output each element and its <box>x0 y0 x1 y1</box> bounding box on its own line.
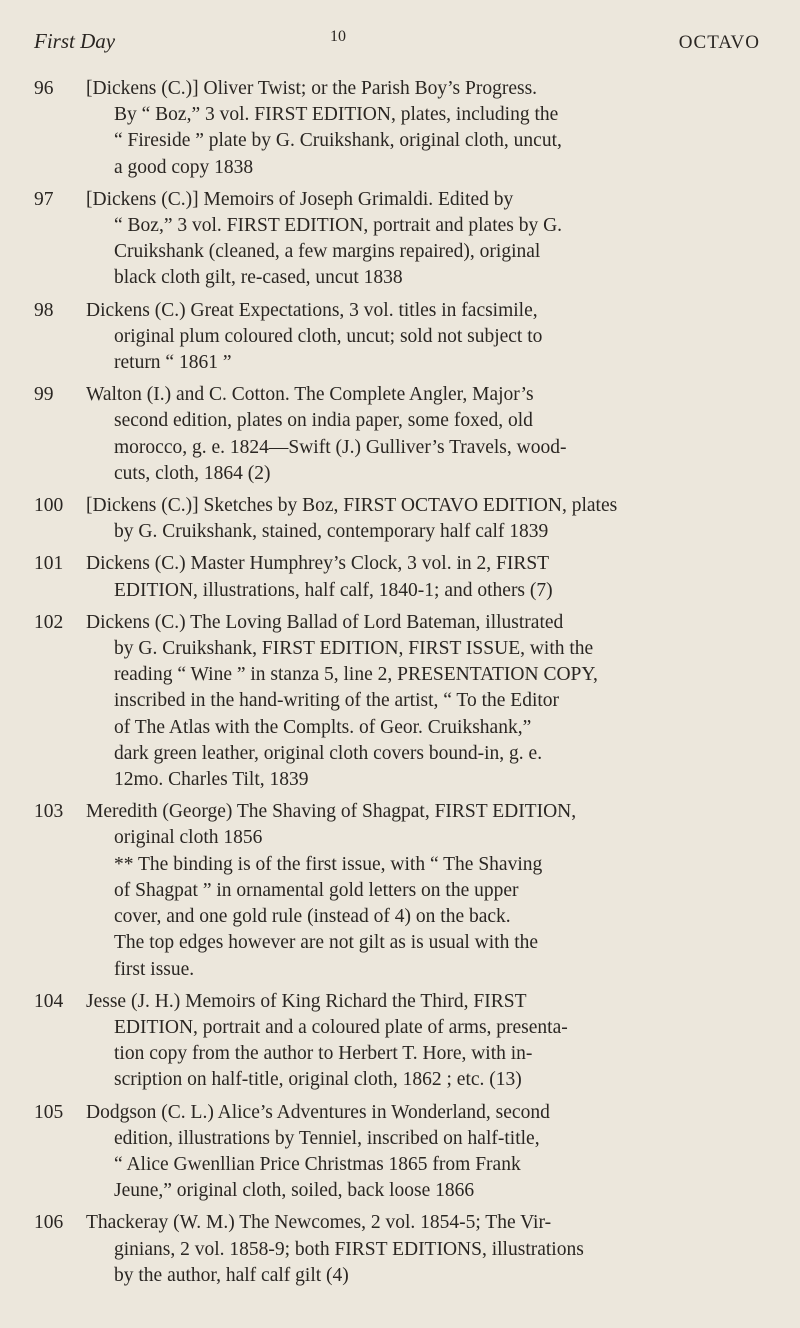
lot-description <box>86 1100 760 1205</box>
lot-number: 106 <box>34 1212 64 1234</box>
lot-description-line: Jeune,” original cloth, soiled, back loose 1866 <box>114 1180 475 1202</box>
lot-description-line: second edition, plates on india paper, some foxed, old <box>114 410 533 432</box>
lot-description-line: original cloth 1856 <box>114 827 263 849</box>
lot-entry <box>34 298 760 377</box>
lot-description-line: Walton (I.) and C. Cotton. The Complete Angler, Major’s <box>86 384 534 406</box>
lot-description-line: [Dickens (C.)] Oliver Twist; or the Parish Boy’s Progress. <box>86 78 538 99</box>
lot-description-line: Dickens (C.) Great Expectations, 3 vol. titles in facsimile, <box>86 299 538 321</box>
lot-description-line: Dodgson (C. L.) Alice’s Adventures in Wonderland, second <box>86 1101 550 1123</box>
lot-entry <box>34 799 760 982</box>
lot-description-line: tion copy from the author to Herbert T. Hore, with in- <box>114 1043 533 1065</box>
lot-description <box>86 610 760 793</box>
lot-description <box>86 989 760 1094</box>
lot-description <box>86 187 760 292</box>
lot-description-line: cover, and one gold rule (instead of 4) on the back. <box>114 906 511 928</box>
lot-description <box>86 493 760 545</box>
lot-description-line: Dickens (C.) Master Humphrey’s Clock, 3 vol. in 2, FIRST <box>86 553 550 575</box>
lot-description <box>86 382 760 487</box>
lot-entry <box>34 187 760 292</box>
lot-description <box>86 298 760 377</box>
page-number: 10 <box>330 28 346 45</box>
lot-number: 105 <box>34 1101 64 1123</box>
lot-entry <box>34 382 760 487</box>
lot-entry <box>34 989 760 1094</box>
lot-description <box>86 799 760 982</box>
lot-description-line: “ Fireside ” plate by G. Cruikshank, original cloth, uncut, <box>114 130 562 152</box>
running-head <box>34 28 760 56</box>
lot-entry <box>34 493 760 545</box>
lot-description-line: inscribed in the hand-writing of the artist, “ To the Editor <box>114 690 560 712</box>
lot-description-line: By “ Boz,” 3 vol. FIRST EDITION, plates, including the <box>114 104 559 126</box>
lot-list <box>34 76 760 1289</box>
lot-description-line: by G. Cruikshank, stained, contemporary half calf 1839 <box>114 521 549 543</box>
lot-description-line: first issue. <box>114 958 195 980</box>
lot-description-line: Jesse (J. H.) Memoirs of King Richard the Third, FIRST <box>86 990 527 1012</box>
lot-number: 96 <box>34 78 54 99</box>
lot-description-line: [Dickens (C.)] Memoirs of Joseph Grimaldi. Edited by <box>86 188 514 210</box>
lot-description-line: a good copy 1838 <box>114 156 254 178</box>
lot-description <box>86 551 760 603</box>
lot-number: 100 <box>34 495 64 517</box>
lot-number: 102 <box>34 611 64 633</box>
lot-description <box>86 1210 760 1289</box>
lot-description-line: 12mo. Charles Tilt, 1839 <box>114 769 309 791</box>
lot-description-line: ** The binding is of the first issue, with “ The Shaving <box>114 853 543 875</box>
lot-number: 99 <box>34 384 54 406</box>
lot-entry <box>34 1100 760 1205</box>
lot-entry <box>34 1210 760 1289</box>
lot-description-line: Thackeray (W. M.) The Newcomes, 2 vol. 1854-5; The Vir- <box>86 1212 552 1234</box>
lot-number: 104 <box>34 990 64 1012</box>
lot-description-line: [Dickens (C.)] Sketches by Boz, FIRST OCTAVO EDITION, plates <box>86 495 618 517</box>
lot-number: 98 <box>34 299 54 321</box>
lot-description-line: by G. Cruikshank, FIRST EDITION, FIRST ISSUE, with the <box>114 638 594 660</box>
lot-description-line: Dickens (C.) The Loving Ballad of Lord Bateman, illustrated <box>86 611 564 633</box>
running-head-session: First Day <box>34 29 116 53</box>
lot-entry <box>34 76 760 181</box>
lot-description-line: morocco, g. e. 1824—Swift (J.) Gulliver’s Travels, wood- <box>114 436 567 458</box>
lot-description-line: return “ 1861 ” <box>114 352 232 374</box>
lot-description-line: “ Alice Gwenllian Price Christmas 1865 from Frank <box>114 1153 521 1175</box>
lot-entry <box>34 610 760 793</box>
lot-description-line: edition, illustrations by Tenniel, inscribed on half-title, <box>114 1127 540 1149</box>
lot-description-line: EDITION, portrait and a coloured plate of arms, presenta- <box>114 1016 568 1038</box>
lot-description-line: of The Atlas with the Complts. of Geor. Cruikshank,” <box>114 716 532 738</box>
lot-description-line: original plum coloured cloth, uncut; sold not subject to <box>114 325 543 347</box>
lot-description-line: of Shagpat ” in ornamental gold letters on the upper <box>114 879 519 901</box>
lot-description-line: by the author, half calf gilt (4) <box>114 1264 349 1286</box>
lot-description-line: The top edges however are not gilt as is usual with the <box>114 932 539 954</box>
lot-entry <box>34 551 760 603</box>
lot-number: 97 <box>34 188 54 210</box>
lot-description-line: Cruikshank (cleaned, a few margins repaired), original <box>114 241 541 263</box>
lot-description-line: EDITION, illustrations, half calf, 1840-1; and others (7) <box>114 579 553 601</box>
lot-description-line: dark green leather, original cloth covers bound-in, g. e. <box>114 742 543 764</box>
lot-description-line: black cloth gilt, re-cased, uncut 1838 <box>114 267 403 289</box>
lot-description <box>86 76 760 181</box>
lot-description-line: scription on half-title, original cloth, 1862 ; etc. (13) <box>114 1069 522 1091</box>
lot-number: 103 <box>34 801 64 823</box>
running-head-format: OCTAVO <box>678 32 760 53</box>
lot-description-line: reading “ Wine ” in stanza 5, line 2, PRESENTATION COPY, <box>114 664 598 686</box>
lot-description-line: cuts, cloth, 1864 (2) <box>114 462 271 484</box>
lot-description-line: ginians, 2 vol. 1858-9; both FIRST EDITIONS, illustrations <box>114 1238 584 1260</box>
lot-description-line: “ Boz,” 3 vol. FIRST EDITION, portrait and plates by G. <box>114 215 563 237</box>
lot-description-line: Meredith (George) The Shaving of Shagpat, FIRST EDITION, <box>86 801 577 823</box>
lot-number: 101 <box>34 553 64 575</box>
